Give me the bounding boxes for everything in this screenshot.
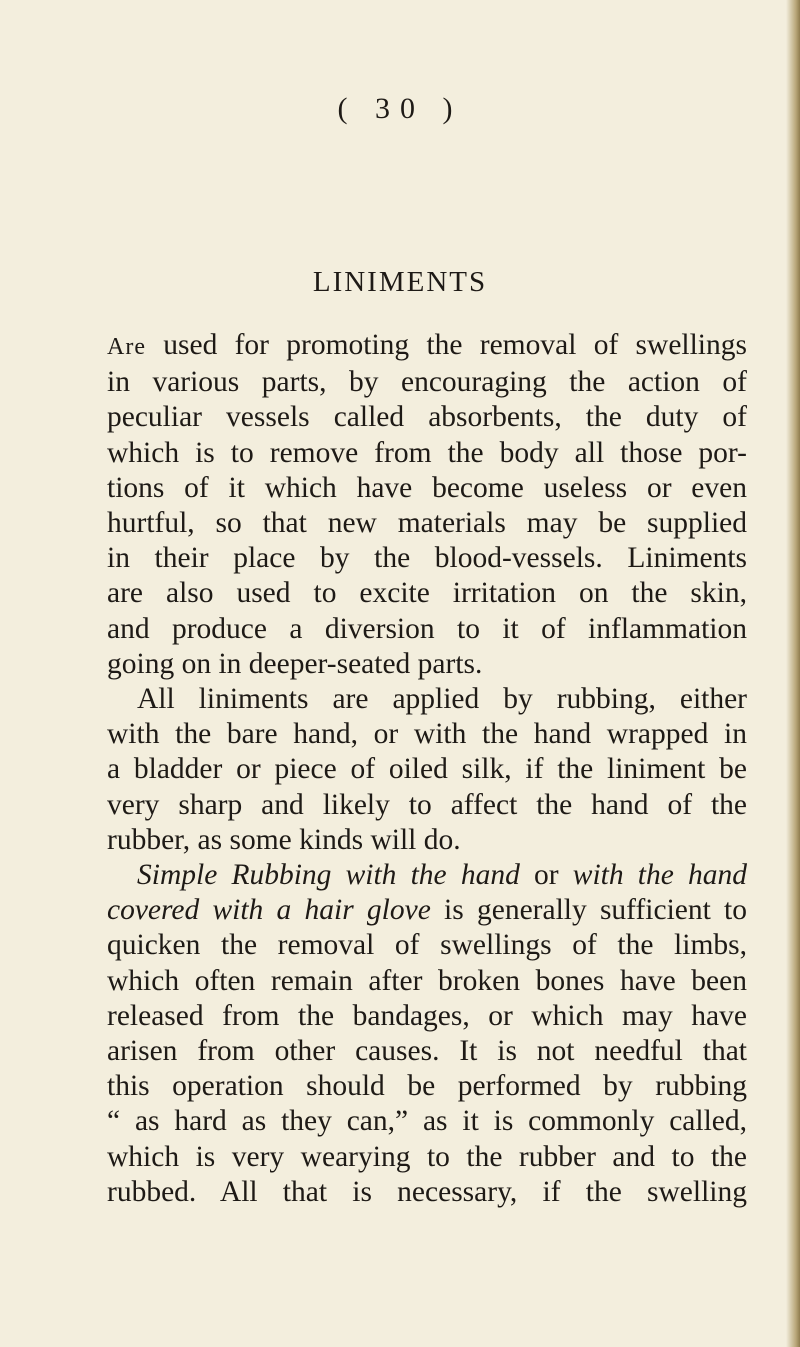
text-line: All liniments are applied by rubbing, either [137, 683, 747, 716]
text-line: tions of it which have become useless or even [107, 471, 747, 504]
text-line: hurtful, so that new materials may be supplied [107, 507, 747, 540]
line-text: or [519, 859, 573, 892]
page-edge-shadow [786, 0, 800, 1347]
italic-phrase: covered with a hair glove [107, 894, 431, 927]
text-line: rubber, as some kinds will do. [107, 823, 461, 856]
page-heading: LINIMENTS [312, 266, 488, 298]
text-line [107, 858, 747, 893]
line-text: is generally sufficient to [430, 894, 747, 927]
text-line: a bladder or piece of oiled silk, if the liniment be [107, 753, 747, 786]
body-text [107, 328, 747, 1210]
text-line: peculiar vessels called absorbents, the duty of [107, 401, 747, 434]
text-line: arisen from other causes. It is not needful that [107, 1035, 747, 1068]
text-line: which often remain after broken bones have been [107, 964, 747, 997]
text-line: “ as hard as they can,” as it is commonly called, [107, 1105, 747, 1138]
paragraph-3 [107, 858, 747, 1210]
italic-phrase: Simple Rubbing with the hand [137, 859, 520, 892]
text-line: very sharp and likely to affect the hand of the [107, 788, 747, 821]
text-line: rubbed. All that is necessary, if the swelling [107, 1175, 747, 1208]
text-line [107, 328, 747, 365]
lead-small-caps: Are [107, 334, 146, 360]
text-line: in their place by the blood-vessels. Liniments [107, 542, 747, 575]
text-line: released from the bandages, or which may have [107, 999, 747, 1032]
text-line: with the bare hand, or with the hand wrapped in [107, 718, 747, 751]
text-line: quicken the removal of swellings of the limbs, [107, 929, 747, 962]
text-line: in various parts, by encouraging the action of [107, 366, 747, 399]
text-line: going on in deeper-seated parts. [107, 647, 483, 680]
text-line: which is to remove from the body all those por- [107, 436, 747, 469]
text-line: are also used to excite irritation on the skin, [107, 577, 747, 610]
text-line: which is very wearying to the rubber and to the [107, 1140, 747, 1173]
paragraph-2 [107, 682, 747, 858]
paragraph-1 [107, 328, 747, 682]
text-line: this operation should be performed by rubbing [107, 1070, 747, 1103]
line-text: used for promoting the removal of swellings [145, 329, 747, 361]
text-line [107, 893, 747, 928]
text-line: and produce a diversion to it of inflammation [107, 612, 747, 645]
italic-phrase: with the hand [572, 859, 747, 892]
page-number: ( 30 ) [337, 92, 463, 125]
